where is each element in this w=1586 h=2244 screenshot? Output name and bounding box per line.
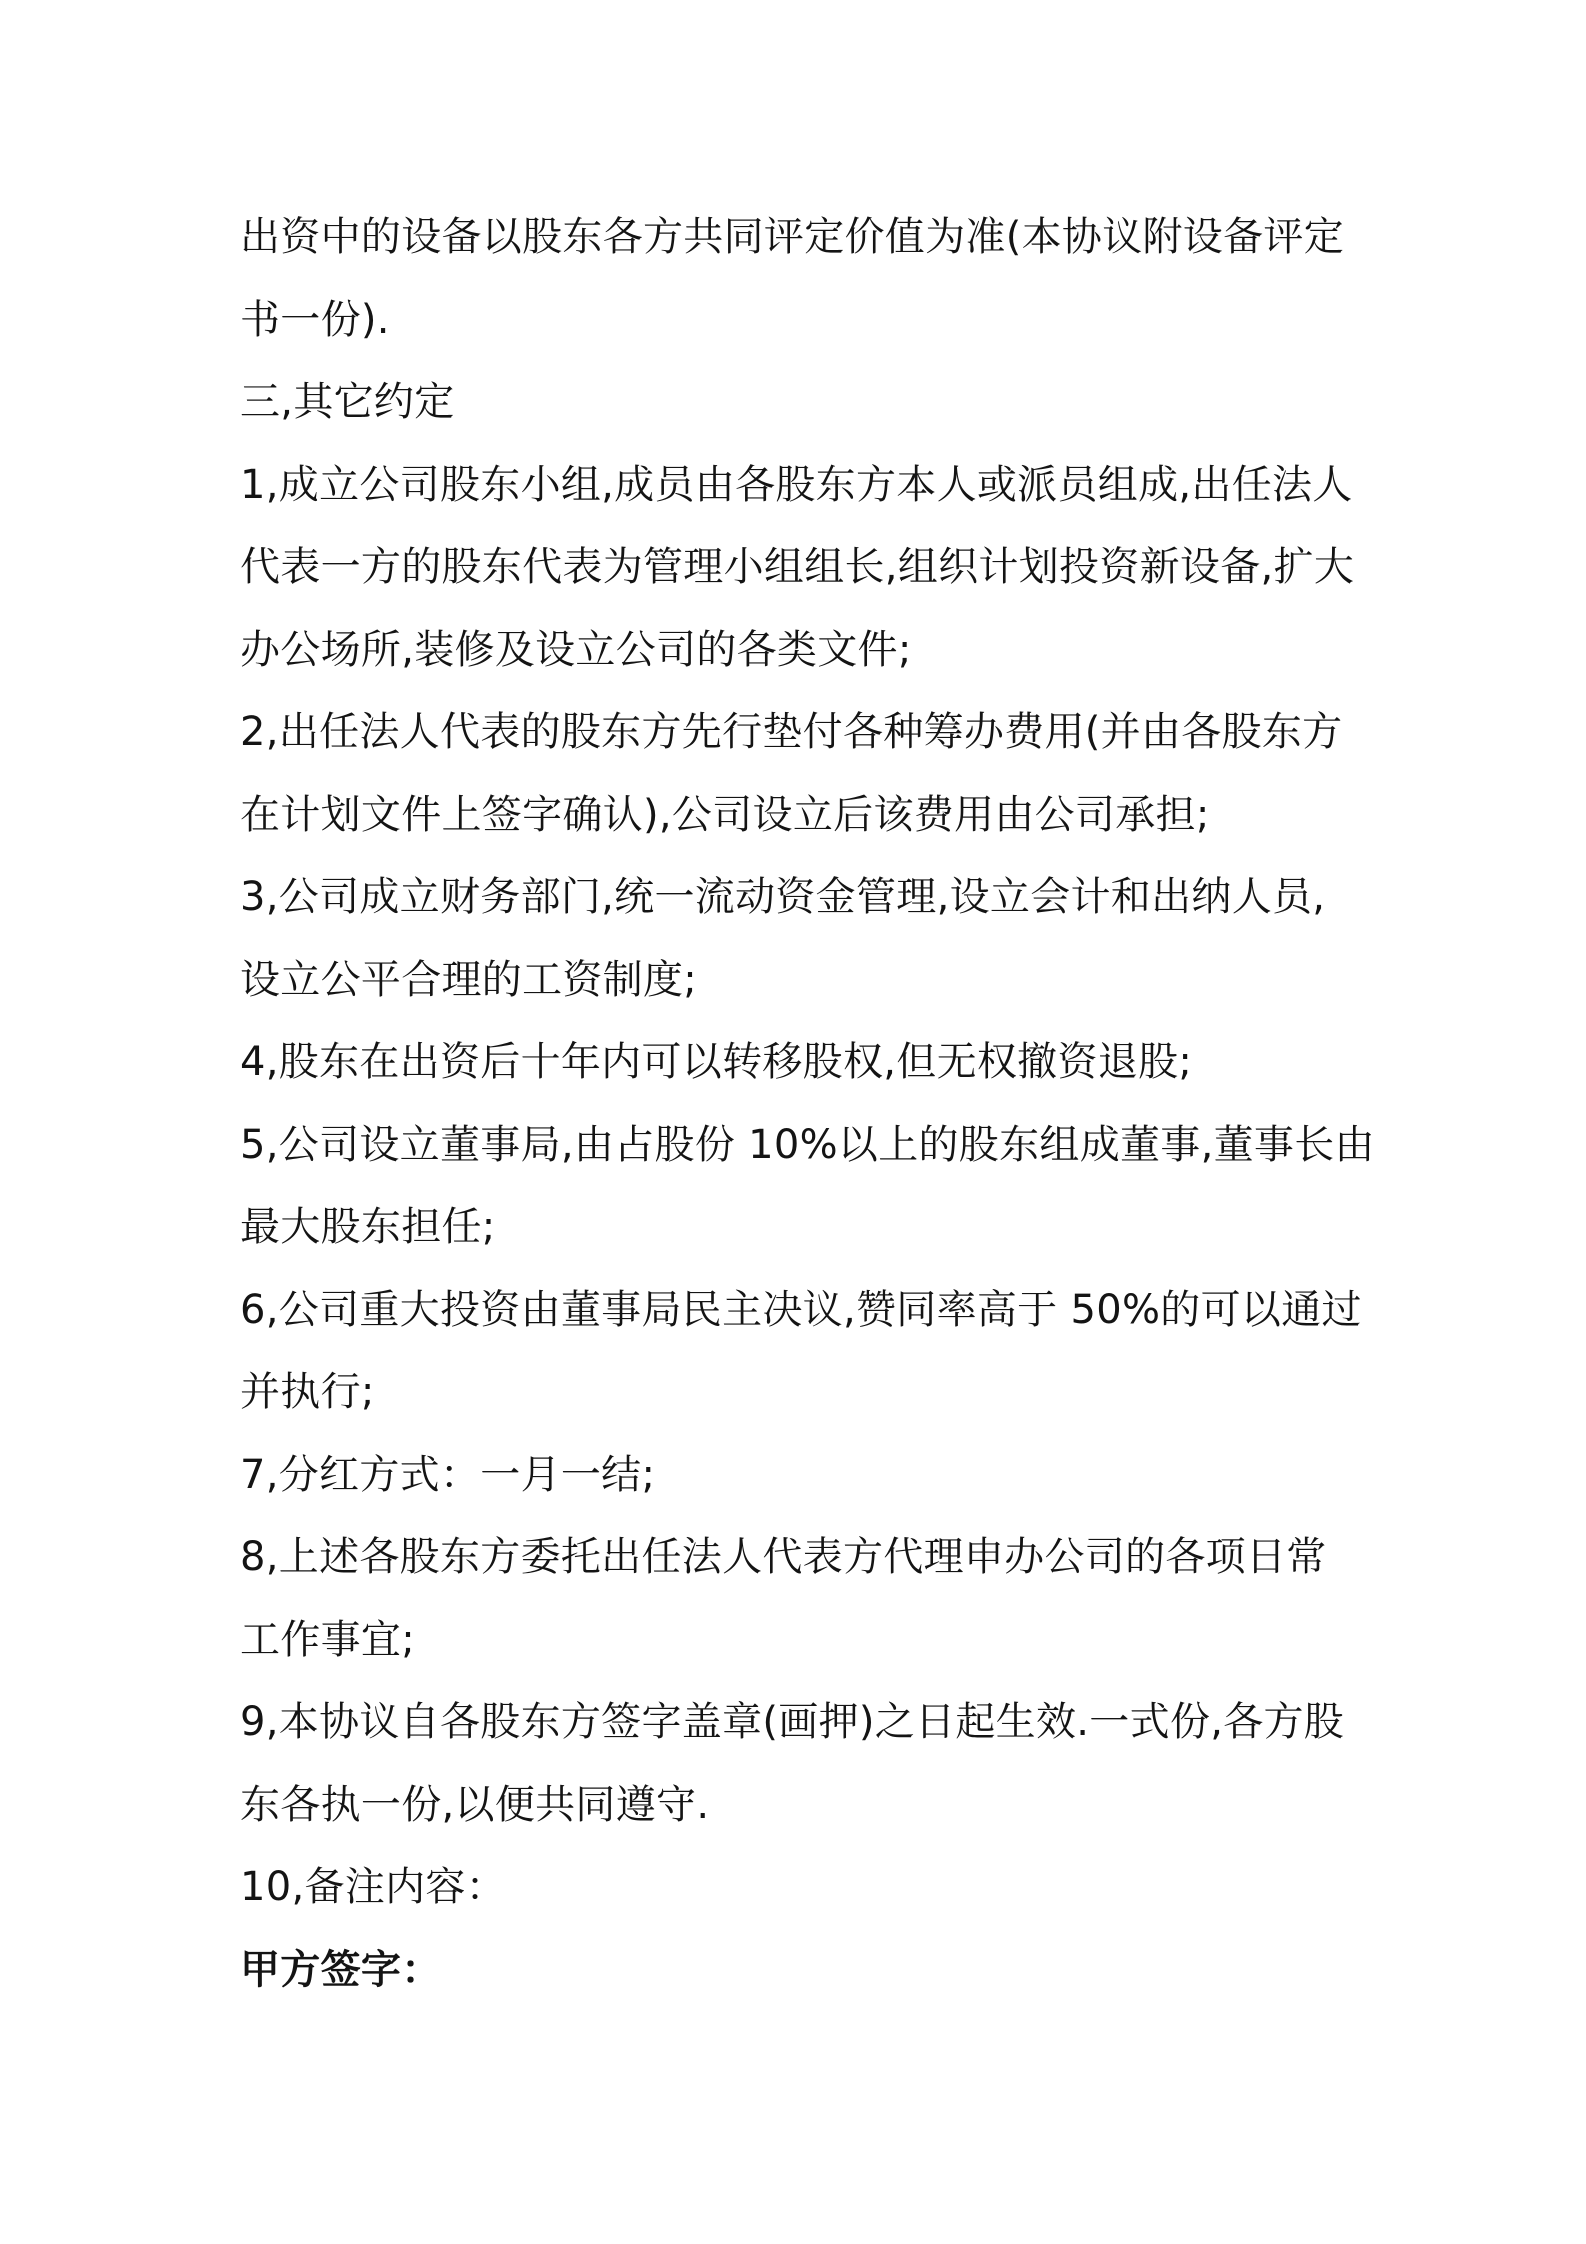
text-line: 8,上述各股东方委托出任法人代表方代理申办公司的各项日常	[240, 1534, 1327, 1580]
text-line: 在计划文件上签字确认),公司设立后该费用由公司承担;	[240, 791, 1210, 838]
text-line: 最大股东担任;	[240, 1204, 496, 1250]
text-line: 东各执一份,以便共同遵守.	[240, 1781, 710, 1828]
clause-1	[240, 444, 1355, 692]
text-line: 4,股东在出资后十年内可以转移股权,但无权撤资退股;	[240, 1039, 1193, 1085]
party-a-signature-label	[240, 1929, 1350, 2012]
text-line: 3,公司成立财务部门,统一流动资金管理,设立会计和出纳人员,	[240, 874, 1326, 920]
text-line: 甲方签字：	[240, 1946, 442, 1993]
paragraph-equipment-valuation	[240, 196, 1350, 361]
section-heading-other-agreements	[240, 361, 1350, 444]
clause-3	[240, 856, 1350, 1021]
document-body	[240, 196, 1375, 2011]
text-line: 10,备注内容：	[240, 1864, 507, 1910]
clause-10-remarks	[240, 1846, 1350, 1929]
clause-8	[240, 1516, 1350, 1681]
text-line: 代表一方的股东代表为管理小组组长,组织计划投资新设备,扩大	[240, 544, 1355, 590]
text-line: 设立公平合理的工资制度;	[240, 956, 698, 1003]
clause-2	[240, 691, 1350, 856]
text-line: 1,成立公司股东小组,成员由各股东方本人或派员组成,出任法人	[240, 461, 1353, 508]
text-line: 书一份).	[240, 296, 390, 343]
clause-5	[240, 1104, 1375, 1269]
clause-9	[240, 1681, 1350, 1846]
text-line: 出资中的设备以股东各方共同评定价值为准(本协议附设备评定	[240, 214, 1345, 260]
text-line: 2,出任法人代表的股东方先行垫付各种筹办费用(并由各股东方	[240, 709, 1343, 755]
clause-7	[240, 1434, 1350, 1517]
text-line: 三,其它约定	[240, 379, 455, 425]
clause-4	[240, 1021, 1350, 1104]
text-line: 6,公司重大投资由董事局民主决议,赞同率高于 50%的可以通过	[240, 1286, 1362, 1333]
text-line: 7,分红方式：一月一结;	[240, 1451, 656, 1498]
text-line: 办公场所,装修及设立公司的各类文件;	[240, 626, 912, 673]
text-line: 工作事宜;	[240, 1616, 415, 1663]
clause-6	[240, 1269, 1362, 1434]
text-line: 9,本协议自各股东方签字盖章(画押)之日起生效.一式份,各方股	[240, 1699, 1345, 1745]
text-line: 并执行;	[240, 1369, 375, 1415]
text-line: 5,公司设立董事局,由占股份 10%以上的股东组成董事,董事长由	[240, 1121, 1375, 1168]
